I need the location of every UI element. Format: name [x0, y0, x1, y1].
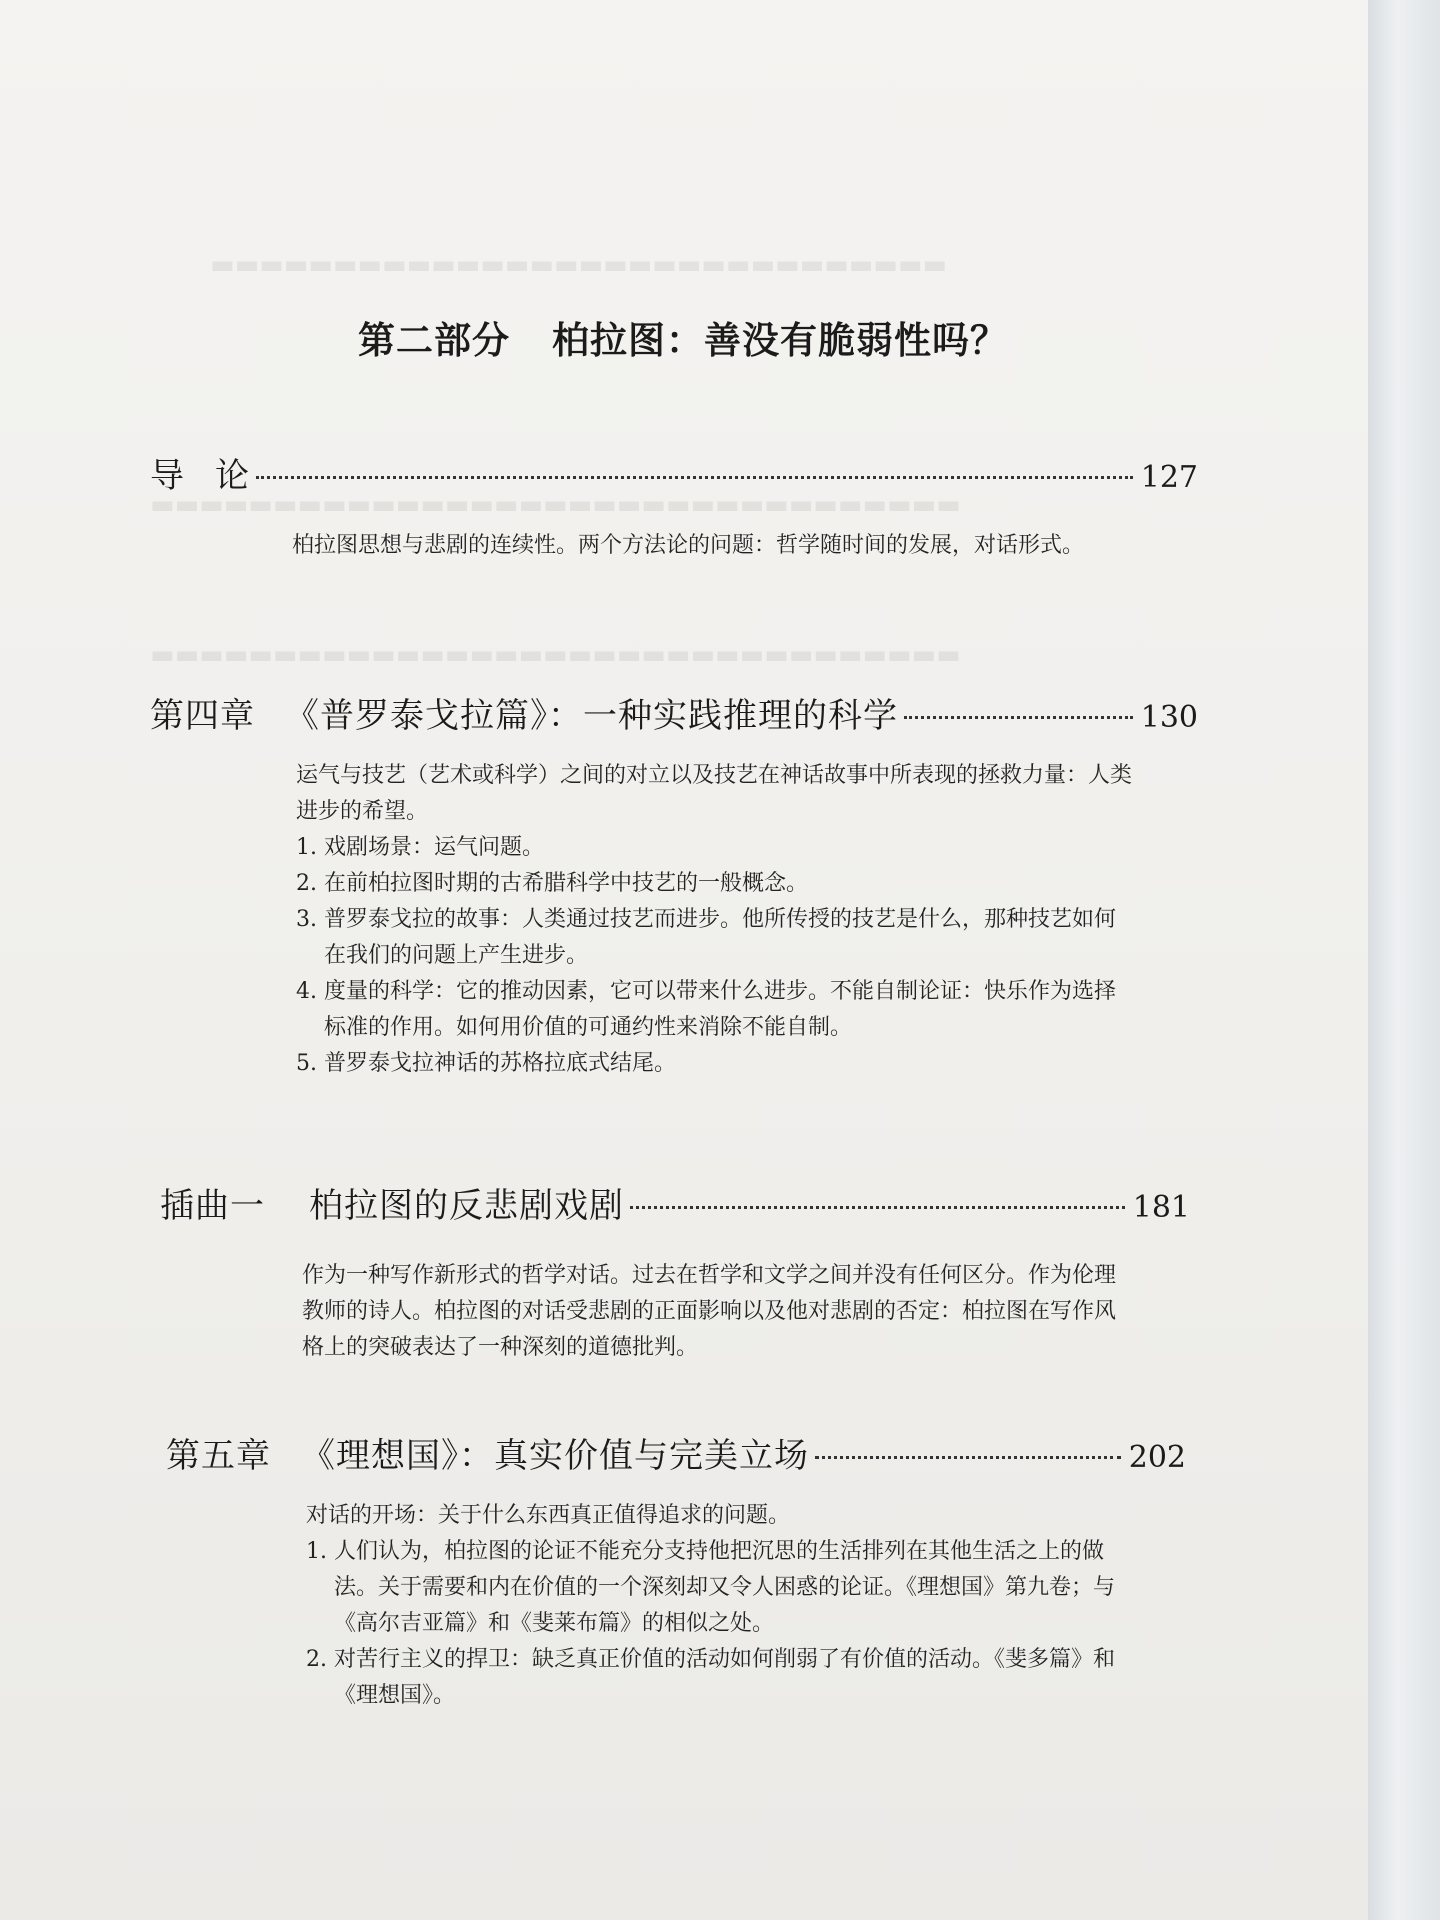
show-through: ▬▬▬▬▬▬▬▬▬▬▬▬▬▬▬▬▬▬▬▬▬▬▬▬▬▬▬▬▬▬	[210, 250, 947, 280]
dot-leader	[256, 476, 1133, 479]
page-number: 130	[1140, 700, 1198, 735]
page-number: 202	[1128, 1440, 1186, 1475]
list-item: 4. 度量的科学：它的推动因素，它可以带来什么进步。不能自制论证：快乐作为选择标准的作用。如何用价值的可通约性来消除不能自制。	[296, 979, 1116, 1040]
show-through: ▬▬▬▬▬▬▬▬▬▬▬▬▬▬▬▬▬▬▬▬▬▬▬▬▬▬▬▬▬▬▬▬▬	[150, 490, 961, 520]
entry-description: 作为一种写作新形式的哲学对话。过去在哲学和文学之间并没有任何区分。作为伦理教师的诗人。柏拉图的对话受悲剧的正面影响以及他对悲剧的否定：柏拉图在写作风格上的突破表达了一种深刻的道德批判。	[302, 1263, 1117, 1360]
list-item: 1. 人们认为，柏拉图的论证不能充分支持他把沉思的生活排列在其他生活之上的做法。关于需要和内在价值的一个深刻却又令人困惑的论证。《理想国》第九卷；与《高尔吉亚篇》和《斐莱布篇》的相似之处。	[306, 1539, 1116, 1636]
list-item: 3. 普罗泰戈拉的故事：人类通过技艺而进步。他所传授的技艺是什么，那种技艺如何在我们的问题上产生进步。	[296, 907, 1116, 968]
entry-label: 第四章 《普罗泰戈拉篇》：一种实践推理的科学	[150, 696, 898, 736]
part-heading: 柏拉图：善没有脆弱性吗？	[552, 319, 1008, 362]
toc-entry-interlude-1[interactable]	[160, 1178, 1190, 1227]
list-item: 2. 在前柏拉图时期的古希腊科学中技艺的一般概念。	[296, 871, 808, 896]
entry-description: 对话的开场：关于什么东西真正值得追求的问题。 1. 人们认为，柏拉图的论证不能充分支持他把沉思的生活排列在其他生活之上的做法。关于需要和内在价值的一个深刻却又令人困惑的论证。《理想国》第九卷；与《高尔吉亚篇》和《斐莱布篇》的相似之处。 2. 对苦行主义的捍卫：缺乏真正价值的活动如何削弱了有价值的活动。《斐多篇》和《理想国》。	[306, 1498, 1126, 1714]
entry-description: 运气与技艺（艺术或科学）之间的对立以及技艺在神话故事中所表现的拯救力量：人类进步的希望。 1. 戏剧场景：运气问题。 2. 在前柏拉图时期的古希腊科学中技艺的一般概念。 3. 普罗泰戈拉的故事：人类通过技艺而进步。他所传授的技艺是什么，那种技艺如何在我们的问题上产生进步。 4. 度量的科学：它的推动因素，它可以带来什么进步。不能自制论证：快乐作为选择标准的作用。如何用价值的可通约性来消除不能自制。 5. 普罗泰戈拉神话的苏格拉底式结尾。	[296, 758, 1136, 1082]
list-item: 1. 戏剧场景：运气问题。	[296, 835, 544, 860]
toc-entry-chapter-5[interactable]	[166, 1428, 1186, 1477]
toc-entry-introduction[interactable]	[150, 448, 1198, 497]
dot-leader	[630, 1206, 1125, 1209]
dot-leader	[815, 1456, 1121, 1459]
list-item: 2. 对苦行主义的捍卫：缺乏真正价值的活动如何削弱了有价值的活动。《斐多篇》和《理想国》。	[306, 1647, 1115, 1708]
page-number: 181	[1132, 1190, 1190, 1225]
part-number: 第二部分	[358, 319, 510, 362]
page-number: 127	[1140, 460, 1198, 495]
entry-label: 导 论	[150, 456, 250, 496]
part-title	[358, 310, 1008, 364]
dot-leader	[904, 716, 1133, 719]
toc-entry-chapter-4[interactable]	[150, 688, 1198, 737]
show-through: ▬▬▬▬▬▬▬▬▬▬▬▬▬▬▬▬▬▬▬▬▬▬▬▬▬▬▬▬▬▬▬▬▬	[150, 640, 961, 670]
list-item: 5. 普罗泰戈拉神话的苏格拉底式结尾。	[296, 1051, 676, 1076]
page-edge	[1368, 0, 1440, 1920]
entry-label: 第五章 《理想国》：真实价值与完美立场	[166, 1436, 809, 1476]
entry-description: 柏拉图思想与悲剧的连续性。两个方法论的问题：哲学随时间的发展，对话形式。	[292, 533, 1085, 558]
entry-label: 插曲一 柏拉图的反悲剧戏剧	[160, 1186, 624, 1226]
